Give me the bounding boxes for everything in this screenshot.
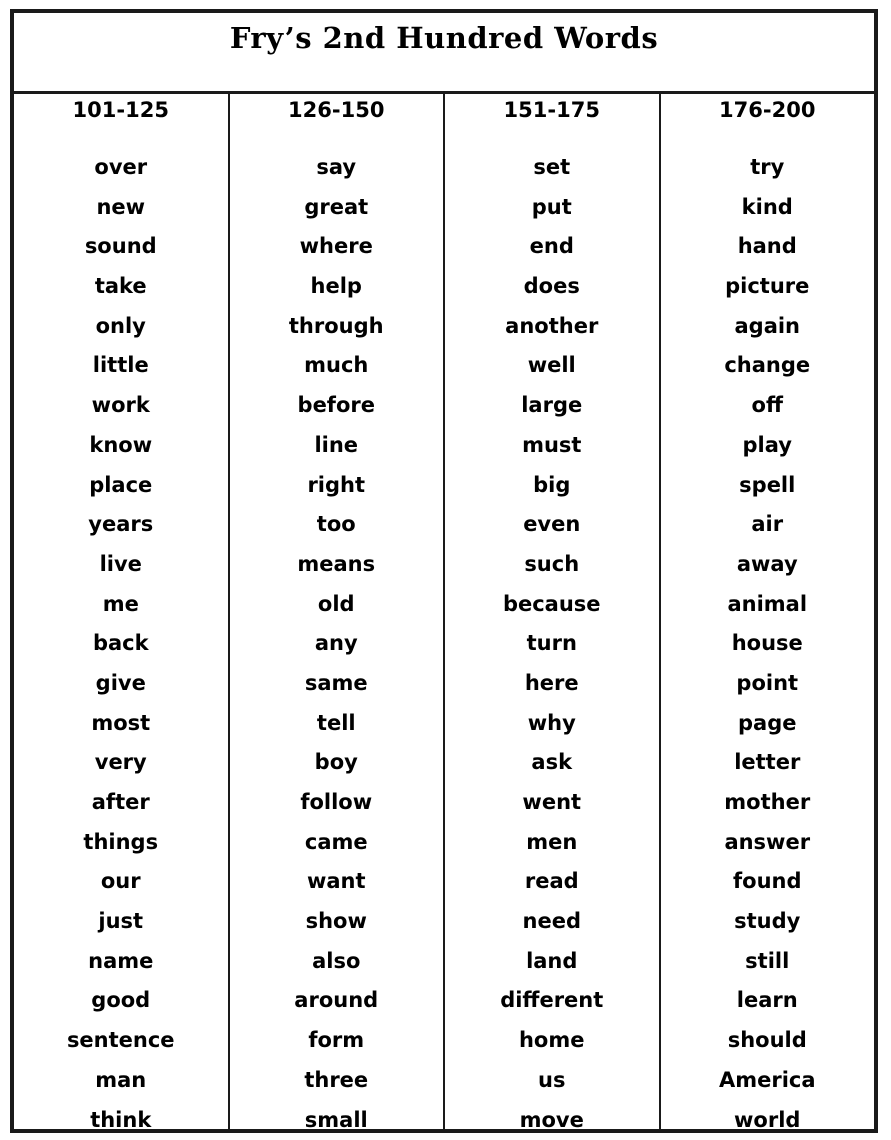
word-item: another xyxy=(505,313,599,338)
word-item: tell xyxy=(316,710,356,735)
word-item: need xyxy=(522,909,581,934)
word-item: very xyxy=(94,750,147,775)
word-item: big xyxy=(533,472,571,497)
word-column-1 xyxy=(14,94,230,1132)
word-item: me xyxy=(102,591,139,616)
column-header: 176-200 xyxy=(719,98,816,122)
word-item: want xyxy=(306,869,366,894)
word-item: different xyxy=(500,988,604,1013)
word-item: end xyxy=(529,234,574,259)
word-item: say xyxy=(316,155,357,179)
word-item: picture xyxy=(725,274,810,299)
word-item: where xyxy=(299,234,373,259)
word-item: air xyxy=(751,512,784,537)
word-item: America xyxy=(718,1067,816,1092)
word-item: too xyxy=(316,512,356,537)
word-item: ask xyxy=(531,750,573,775)
word-item: off xyxy=(751,393,783,418)
column-header: 126-150 xyxy=(288,98,385,122)
word-item: turn xyxy=(526,631,577,656)
word-item: form xyxy=(308,1028,365,1053)
word-item: line xyxy=(314,432,359,457)
word-item: right xyxy=(307,472,366,497)
word-item: world xyxy=(734,1107,801,1132)
word-item: move xyxy=(519,1107,584,1132)
word-item: boy xyxy=(314,750,358,775)
word-list xyxy=(661,148,875,1140)
word-item: well xyxy=(527,353,576,378)
word-item: sentence xyxy=(66,1028,175,1053)
word-item: letter xyxy=(734,750,801,775)
word-list-sheet xyxy=(10,9,878,1133)
title-box xyxy=(14,13,874,94)
word-item: play xyxy=(742,432,792,457)
word-item: home xyxy=(518,1028,585,1053)
word-item: animal xyxy=(727,591,808,616)
word-item: around xyxy=(294,988,379,1013)
column-header: 101-125 xyxy=(72,98,169,122)
word-item: follow xyxy=(300,790,373,814)
word-item: back xyxy=(92,631,149,656)
word-list xyxy=(14,148,228,1140)
word-item: little xyxy=(92,353,149,378)
word-item: place xyxy=(89,472,153,497)
word-item: much xyxy=(304,353,369,378)
word-item: show xyxy=(305,909,367,934)
word-item: here xyxy=(524,670,579,695)
word-item: great xyxy=(304,194,369,219)
word-item: large xyxy=(521,393,583,418)
word-item: give xyxy=(95,670,146,695)
word-item: change xyxy=(724,353,811,378)
word-item: three xyxy=(304,1067,369,1092)
word-item: mother xyxy=(724,790,811,814)
word-item: small xyxy=(304,1107,368,1132)
word-column-3 xyxy=(445,94,661,1132)
word-item: name xyxy=(88,948,154,973)
word-item: also xyxy=(312,948,361,973)
word-column-2 xyxy=(230,94,446,1132)
word-item: same xyxy=(304,670,368,695)
word-item: kind xyxy=(741,194,793,219)
word-item: our xyxy=(100,869,141,894)
word-item: should xyxy=(727,1028,807,1053)
word-item: why xyxy=(527,710,576,735)
word-item: must xyxy=(522,432,582,457)
word-item: does xyxy=(523,274,580,299)
word-item: set xyxy=(533,155,571,179)
word-item: house xyxy=(731,631,803,656)
word-item: think xyxy=(90,1107,152,1132)
word-item: away xyxy=(736,551,798,576)
word-item: means xyxy=(297,551,376,576)
word-item: went xyxy=(522,790,582,814)
word-item: old xyxy=(317,591,355,616)
word-item: read xyxy=(524,869,579,894)
word-item: learn xyxy=(736,988,798,1013)
word-item: things xyxy=(83,829,159,854)
word-item: sound xyxy=(84,234,157,259)
word-item: point xyxy=(736,670,799,695)
word-item: through xyxy=(288,313,384,338)
word-item: over xyxy=(94,155,148,179)
word-item: us xyxy=(538,1067,566,1092)
word-item: study xyxy=(734,909,801,934)
word-item: take xyxy=(94,274,147,299)
word-item: such xyxy=(524,551,580,576)
word-item: because xyxy=(502,591,601,616)
word-item: page xyxy=(738,710,797,735)
word-item: most xyxy=(91,710,151,735)
word-item: live xyxy=(99,551,142,576)
word-item: only xyxy=(95,313,146,338)
word-item: any xyxy=(314,631,358,656)
word-column-4 xyxy=(661,94,875,1132)
column-header: 151-175 xyxy=(503,98,600,122)
word-item: try xyxy=(750,155,785,179)
word-item: even xyxy=(523,512,581,537)
word-item: know xyxy=(89,432,153,457)
word-item: spell xyxy=(739,472,796,497)
word-item: good xyxy=(91,988,151,1013)
word-item: after xyxy=(91,790,150,814)
word-item: put xyxy=(531,194,572,219)
word-list xyxy=(230,148,444,1140)
word-item: years xyxy=(88,512,154,537)
word-item: again xyxy=(734,313,801,338)
word-item: men xyxy=(526,829,578,854)
page-title: Fry’s 2nd Hundred Words xyxy=(229,21,659,55)
word-item: before xyxy=(297,393,375,418)
word-item: help xyxy=(310,274,362,299)
word-item: work xyxy=(91,393,150,418)
word-item: new xyxy=(96,194,146,219)
word-item: came xyxy=(304,829,368,854)
word-list xyxy=(445,148,659,1140)
word-item: land xyxy=(526,948,578,973)
word-item: hand xyxy=(737,234,797,259)
word-item: just xyxy=(98,909,144,934)
word-columns xyxy=(14,94,874,1132)
word-item: still xyxy=(745,948,790,973)
word-item: man xyxy=(95,1067,147,1092)
word-item: found xyxy=(733,869,802,894)
word-item: answer xyxy=(724,829,811,854)
